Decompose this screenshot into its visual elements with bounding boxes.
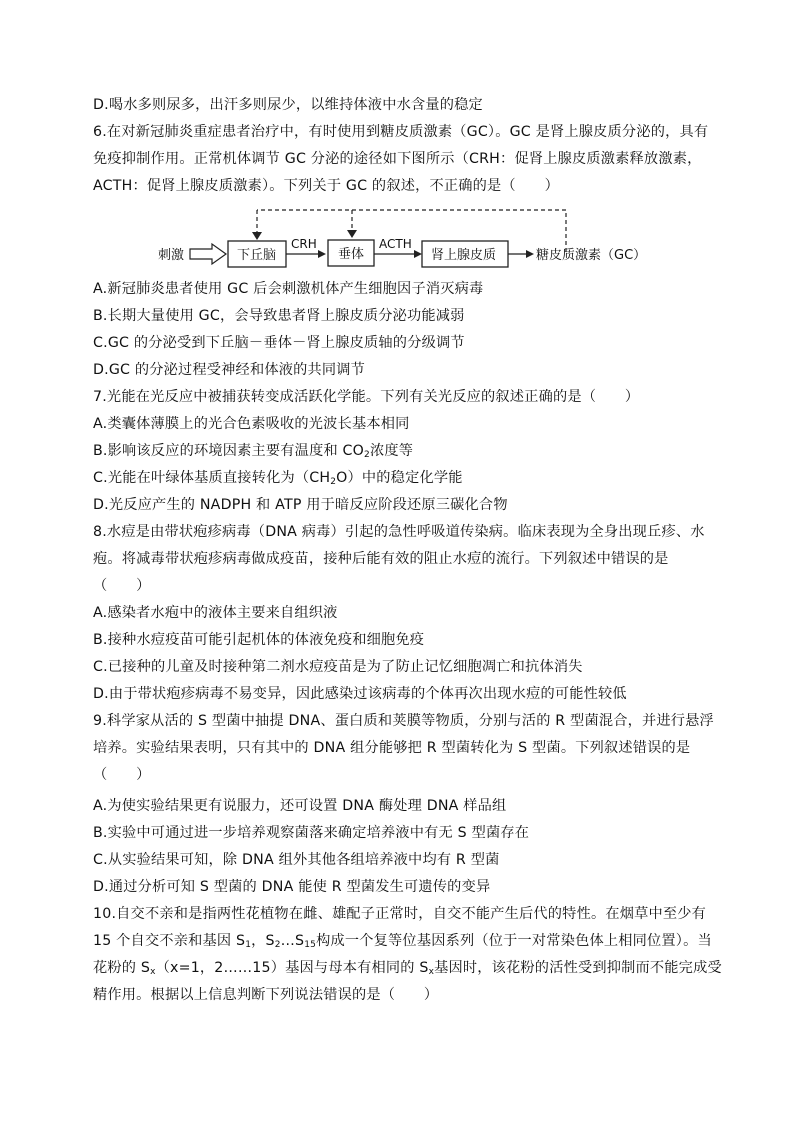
text-part: 15 个自交不亲和基因 S [93, 933, 246, 949]
text-part: 构成一个复等位基因系列（位于一对常染色体上相同位置）。当 [316, 933, 712, 949]
text-part: O）中的稳定化学能 [336, 470, 463, 486]
option-b: B.实验中可通过进一步培养观察菌落来确定培养液中有无 S 型菌存在 [93, 825, 530, 841]
option-b [93, 441, 413, 461]
option-b: B.长期大量使用 GC，会导致患者肾上腺皮质分泌功能减弱 [93, 308, 465, 324]
gc-regulation-diagram [150, 204, 650, 270]
option-a: A.为使实验结果更有说服力，还可设置 DNA 酶处理 DNA 样品组 [93, 798, 507, 814]
option-d: D.通过分析可知 S 型菌的 DNA 能使 R 型菌发生可遗传的变异 [93, 879, 491, 895]
question-6-stem: 6.在对新冠肺炎重症患者治疗中，有时使用到糖皮质激素（GC）。GC 是肾上腺皮质分泌的，具有 [93, 124, 709, 140]
feedback-arrowhead [347, 230, 357, 238]
text-line [93, 931, 712, 951]
text-line: ACTH：促肾上腺皮质激素）。下列关于 GC 的叙述，不正确的是（ ） [93, 178, 559, 194]
option-c: C.从实验结果可知，除 DNA 组外其他各组培养液中均有 R 型菌 [93, 852, 500, 868]
text-part: 基因时，该花粉的活性受到抑制而不能完成受 [434, 960, 722, 976]
option-a: A.新冠肺炎患者使用 GC 后会刺激机体产生细胞因子消灭病毒 [93, 281, 484, 297]
question-9-stem: 9.科学家从活的 S 型菌中抽提 DNA、蛋白质和荚膜等物质，分别与活的 R 型菌混合，并进行悬浮 [93, 713, 714, 729]
arrow-crh [318, 250, 326, 258]
text-line: 培养。实验结果表明，只有其中的 DNA 组分能够把 R 型菌转化为 S 型菌。下列叙述错误的是 [93, 740, 691, 756]
text-part: B.影响该反应的环境因素主要有温度和 CO [93, 443, 365, 459]
stimulus-label: 刺激 [158, 248, 185, 263]
question-8-stem: 8.水痘是由带状疱疹病毒（DNA 病毒）引起的急性呼吸道传染病。临床表现为全身出现丘疹、水 [93, 524, 705, 540]
option-a: A.感染者水疱中的液体主要来自组织液 [93, 605, 338, 621]
subscript: x [428, 967, 435, 977]
subscript: 2 [274, 940, 281, 950]
adrenal-cortex-label: 肾上腺皮质 [431, 248, 497, 263]
feedback-arrowhead [252, 232, 262, 240]
text-part: ，S [251, 933, 275, 949]
pituitary-label: 垂体 [338, 247, 365, 262]
text-line [93, 958, 722, 978]
subscript: 1 [245, 940, 252, 950]
arrow-acth [414, 250, 422, 258]
subscript: 2 [364, 450, 370, 460]
answer-bracket: （ ） [93, 767, 151, 783]
text-part: （x=1，2……15）基因与母本有相同的 S [155, 960, 429, 976]
option-d: D.光反应产生的 NADPH 和 ATP 用于暗反应阶段还原三碳化合物 [93, 497, 508, 513]
answer-bracket: （ ） [93, 578, 151, 594]
option-d: D.GC 的分泌过程受神经和体液的共同调节 [93, 362, 366, 378]
option-d: D.由于带状疱疹病毒不易变异，因此感染过该病毒的个体再次出现水痘的可能性较低 [93, 686, 627, 702]
option-c: C.GC 的分泌受到下丘脑－垂体－肾上腺皮质轴的分级调节 [93, 335, 465, 351]
text-line: 疱。将减毒带状疱疹病毒做成疫苗，接种后能有效的阻止水痘的流行。下列叙述中错误的是 [93, 551, 669, 567]
text-part: 花粉的 S [93, 960, 151, 976]
text-part: C.光能在叶绿体基质直接转化为（CH [93, 470, 331, 486]
subscript: 2 [330, 477, 337, 487]
gc-label: 糖皮质激素（GC） [536, 248, 647, 263]
option-a: A.类囊体薄膜上的光合色素吸收的光波长基本相同 [93, 416, 410, 432]
question-10-stem: 10.自交不亲和是指两性花植物在雌、雄配子正常时，自交不能产生后代的特性。在烟草中至少有 [93, 906, 707, 922]
subscript: 15 [304, 940, 317, 950]
subscript: x [150, 967, 156, 977]
option-b: B.接种水痘疫苗可能引起机体的体液免疫和细胞免疫 [93, 632, 425, 648]
hollow-arrow [190, 244, 226, 264]
text-part: 浓度等 [369, 443, 414, 459]
acth-label: ACTH [379, 237, 412, 251]
text-line: 精作用。根据以上信息判断下列说法错误的是（ ） [93, 987, 439, 1003]
text-part: …S [280, 933, 305, 949]
text-line: D.喝水多则尿多，出汗多则尿少，以维持体液中水含量的稳定 [93, 97, 483, 113]
option-c [93, 468, 463, 488]
text-line: 免疫抑制作用。正常机体调节 GC 分泌的途径如下图所示（CRH：促肾上腺皮质激素释放激素， [93, 151, 702, 167]
hypothalamus-label: 下丘脑 [237, 248, 277, 263]
arrow-gc [526, 250, 534, 258]
question-7-stem: 7.光能在光反应中被捕获转变成活跃化学能。下列有关光反应的叙述正确的是（ ） [93, 389, 640, 405]
crh-label: CRH [291, 237, 317, 251]
option-c: C.已接种的儿童及时接种第二剂水痘疫苗是为了防止记忆细胞凋亡和抗体消失 [93, 659, 583, 675]
